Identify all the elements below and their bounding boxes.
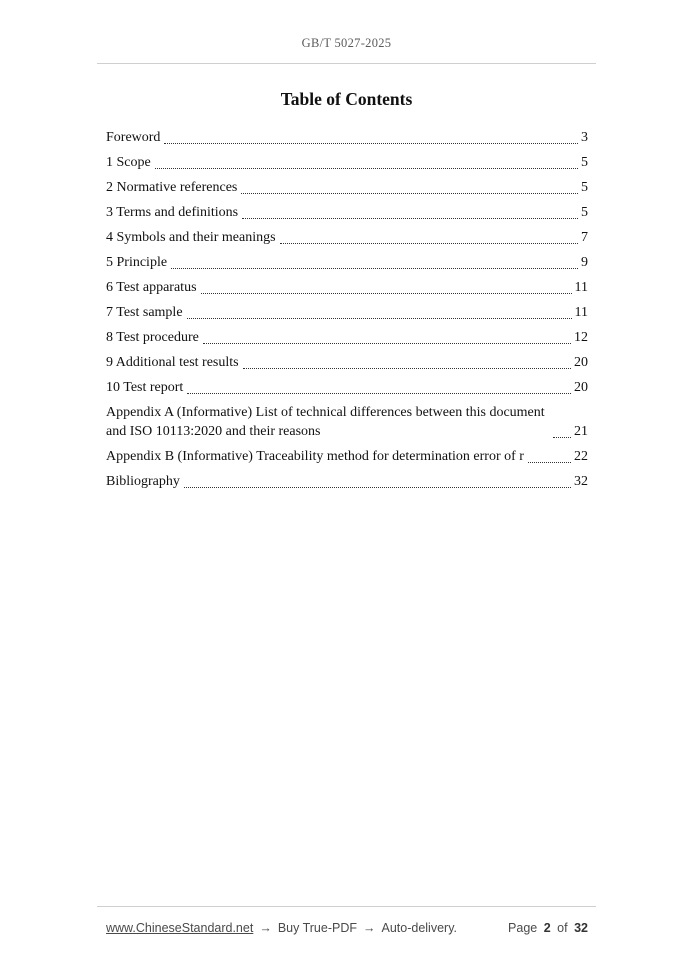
toc-leader-dots <box>528 462 571 463</box>
toc-entry-label: 3 Terms and definitions <box>106 205 239 220</box>
page-label: Page <box>508 921 538 935</box>
toc-leader-dots <box>203 343 571 344</box>
toc-entry-label: 2 Normative references <box>106 180 238 195</box>
toc-leader-dots <box>164 143 578 144</box>
arrow-right-icon: → <box>259 921 272 935</box>
toc-entry-page: 7 <box>581 230 588 245</box>
page-current: 2 <box>543 921 551 935</box>
toc-entry-page: 5 <box>581 205 588 220</box>
toc-leader-dots <box>187 393 571 394</box>
toc-entry-label: 9 Additional test results <box>106 355 239 370</box>
toc-entry <box>106 279 588 298</box>
toc-entry-page: 12 <box>574 330 588 345</box>
toc-entry <box>106 154 588 173</box>
toc-entry-page: 11 <box>574 305 588 320</box>
toc-entry-page: 11 <box>574 280 588 295</box>
toc-entry-page: 20 <box>574 355 588 370</box>
toc-entry-label: 6 Test apparatus <box>106 280 197 295</box>
toc-leader-dots <box>241 193 578 194</box>
website-link[interactable]: www.ChineseStandard.net <box>106 921 254 935</box>
toc-entry <box>106 204 588 223</box>
toc-entry-label: Bibliography <box>106 473 180 489</box>
toc-leader-dots <box>280 243 578 244</box>
toc-leader-dots <box>242 218 578 219</box>
toc-leader-dots <box>155 168 578 169</box>
toc-entry-label: 1 Scope <box>106 155 151 170</box>
footer-left <box>106 921 457 935</box>
arrow-right-icon: → <box>363 921 376 935</box>
toc-entry-page: 22 <box>574 448 588 464</box>
toc-entry <box>106 329 588 348</box>
toc-entry <box>106 354 588 373</box>
page-footer <box>97 906 596 935</box>
toc-entry-label: Appendix B (Informative) Traceability method for determination error of r <box>106 448 524 464</box>
toc-entry <box>106 448 588 467</box>
toc-entry-page: 20 <box>574 380 588 395</box>
toc-entry <box>106 254 588 273</box>
toc-entry-label: 5 Principle <box>106 255 168 270</box>
toc-entry-label: 8 Test procedure <box>106 330 199 345</box>
page-header <box>97 0 596 64</box>
toc-leader-dots <box>171 268 578 269</box>
toc-entry <box>106 129 588 148</box>
toc-leader-dots <box>243 368 571 369</box>
toc-entry <box>106 473 588 492</box>
toc-entry-page: 3 <box>581 130 588 145</box>
page-of-label: of <box>557 921 568 935</box>
toc-entry-page: 5 <box>581 180 588 195</box>
toc-entry-label: 7 Test sample <box>106 305 183 320</box>
toc-entry <box>106 229 588 248</box>
toc-entry-label: Appendix A (Informative) List of technical differences between this document and ISO 10113:2020 and their reasons <box>106 405 545 439</box>
footer-delivery-text: Auto-delivery. <box>381 921 457 935</box>
page-total: 32 <box>574 921 588 935</box>
toc-list <box>97 129 596 491</box>
toc-entry-label: 4 Symbols and their meanings <box>106 230 276 245</box>
footer-buy-text: Buy True-PDF <box>277 921 357 935</box>
page-indicator <box>505 921 588 935</box>
toc-entry-page: 32 <box>574 473 588 489</box>
toc-entry <box>106 304 588 323</box>
page-title: Table of Contents <box>280 89 413 109</box>
standard-number: GB/T 5027-2025 <box>301 36 392 50</box>
toc-entry <box>106 379 588 398</box>
toc-entry-label: 10 Test report <box>106 380 184 395</box>
toc-entry-page: 9 <box>581 255 588 270</box>
toc-leader-dots <box>187 318 572 319</box>
toc-entry-label: Foreword <box>106 130 161 145</box>
toc-leader-dots <box>201 293 572 294</box>
toc-leader-dots <box>184 487 571 488</box>
toc-leader-dots <box>553 437 571 438</box>
toc-entry-page: 5 <box>581 155 588 170</box>
toc-entry <box>106 404 588 441</box>
toc-entry-page: 21 <box>574 423 588 439</box>
toc-entry <box>106 179 588 198</box>
